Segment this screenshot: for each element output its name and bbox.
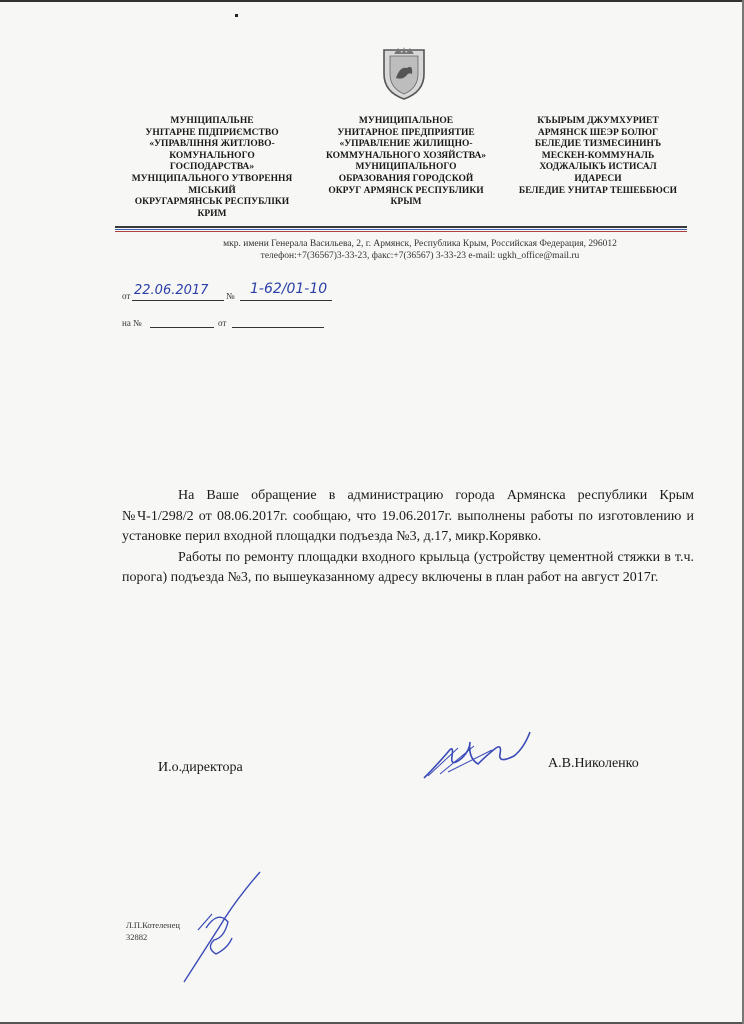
reply-date-underline (232, 327, 324, 328)
reply-date-label: от (218, 318, 227, 328)
header-russian: МУНИЦИПАЛЬНОЕ УНИТАРНОЕ ПРЕДПРИЯТИЕ «УПРАВЛЕНИЕ ЖИЛИЩНО- КОММУНАЛЬНОГО ХОЗЯЙСТВА» МУНИЦИПАЛЬНОГО ОБРАЗОВАНИЯ ГОРОДСКОЙ ОКРУГ АРМЯНСК РЕСПУБЛИКИ КРЫМ (325, 116, 487, 208)
signatory-name: А.В.Николенко (548, 756, 639, 771)
address-line: мкр. имени Генерала Васильева, 2, г. Армянск, Республика Крым, Российская Федерация, 296012 (223, 239, 617, 249)
reply-number-label: на № (122, 318, 142, 328)
contact-line: телефон:+7(36567)3-33-23, факс:+7(36567) 3-33-23 e-mail: ugkh_office@mail.ru (260, 251, 580, 261)
executor-name: Л.П.Котеленец (126, 920, 180, 930)
header-divider-blue (115, 229, 687, 230)
number-label: № (226, 291, 235, 301)
date-underline (132, 300, 224, 301)
scan-top-edge (0, 0, 744, 2)
outgoing-date: 22.06.2017 (134, 283, 209, 298)
scan-speck (235, 14, 238, 17)
reply-number-underline (150, 327, 214, 328)
director-signature (418, 728, 533, 784)
header-crimean-tatar: КЪЫРЫМ ДЖУМХУРИЕТ АРМЯНСК ШЕЭР БОЛЮГ БЕЛЕДИЕ ТИЗМЕСИНИНЪ МЕСКЕН-КОММУНАЛЬ ХОДЖАЛЫКЪ ИСТИСАЛ ИДАРЕСИ БЕЛЕДИЕ УНИТАР ТЕШЕББЮСИ (518, 116, 678, 196)
header-ukrainian: МУНІЦИПАЛЬНЕ УНІТАРНЕ ПІДПРИЄМСТВО «УПРАВЛІННЯ ЖИТЛОВО- КОМУНАЛЬНОГО ГОСПОДАРСТВА» МУНІЦИПАЛЬНОГО УТВОРЕННЯ МІСЬКИЙ ОКРУГАРМЯНСЬК РЕСПУБЛІКИ КРИМ (131, 116, 293, 219)
executor-info (126, 919, 180, 943)
date-label: от (122, 291, 131, 301)
header-divider (115, 226, 687, 228)
outgoing-number: 1-62/01-10 (250, 281, 328, 297)
executor-phone: 32882 (126, 932, 148, 942)
number-underline (240, 300, 332, 301)
executor-signature (176, 868, 266, 986)
signatory-position: И.о.директора (158, 760, 243, 775)
header-divider-red (115, 231, 687, 232)
crimea-emblem-icon (376, 44, 432, 102)
body-paragraph-2: Работы по ремонту площадки входного крыльца (устройству цементной стяжки в т.ч. порога) подъезда №3, по вышеуказанному адресу включены в план работ на август 2017г. (122, 549, 694, 586)
body-paragraph-1: На Ваше обращение в администрацию города Армянска республики Крым №Ч-1/298/2 от 08.06.2017г. сообщаю, что 19.06.2017г. выполнены работы по изготовлению и установке перил входной площадки подъезда №3, д.17, микр.Корявко. (122, 488, 694, 545)
letter-body (122, 486, 694, 589)
